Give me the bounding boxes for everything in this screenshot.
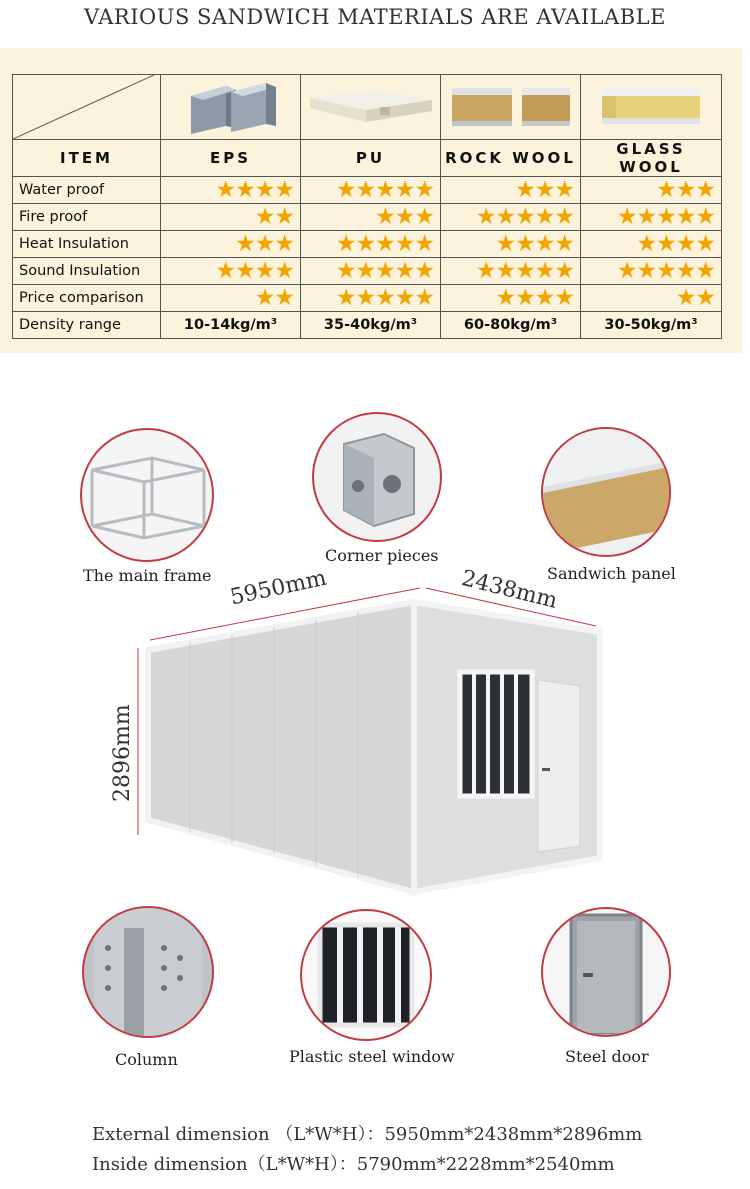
stars-rock-wool: ★★★★★ bbox=[441, 204, 581, 231]
width-dimension: 2438mm bbox=[458, 566, 560, 614]
glass-wool-panel-image bbox=[581, 75, 722, 140]
rating-row-label: Water proof bbox=[13, 177, 161, 204]
header-item: ITEM bbox=[13, 140, 161, 177]
eps-panel-image bbox=[161, 75, 301, 140]
height-dimension: 2896mm bbox=[110, 704, 135, 802]
stars-eps: ★★★★ bbox=[161, 258, 301, 285]
rock-wool-panel-image bbox=[441, 75, 581, 140]
page-title: VARIOUS SANDWICH MATERIALS ARE AVAILABLE bbox=[84, 5, 666, 29]
diagonal-line bbox=[13, 75, 154, 139]
stars-pu: ★★★ bbox=[301, 204, 441, 231]
column-caption: Column bbox=[115, 1050, 178, 1069]
stars-glass-wool: ★★★ bbox=[581, 177, 722, 204]
materials-comparison-panel bbox=[0, 48, 742, 353]
steel-door-image bbox=[541, 907, 671, 1037]
header-pu: PU bbox=[301, 140, 441, 177]
stars-glass-wool: ★★★★ bbox=[581, 231, 722, 258]
rating-row bbox=[13, 258, 722, 285]
materials-comparison-table bbox=[12, 74, 722, 339]
window-image bbox=[300, 909, 432, 1041]
external-dimension-spec: External dimension （L*W*H）：5950mm*2438mm*2896mm bbox=[92, 1124, 643, 1145]
container-house-image bbox=[130, 580, 610, 920]
steel-door-caption: Steel door bbox=[565, 1047, 649, 1066]
main-frame-caption: The main frame bbox=[83, 566, 212, 585]
header-glass-wool: GLASS WOOL bbox=[581, 140, 722, 177]
rating-row bbox=[13, 204, 722, 231]
stars-eps: ★★★ bbox=[161, 231, 301, 258]
stars-pu: ★★★★★ bbox=[301, 258, 441, 285]
stars-glass-wool: ★★★★★ bbox=[581, 258, 722, 285]
length-dimension: 5950mm bbox=[228, 565, 329, 611]
window-caption: Plastic steel window bbox=[289, 1047, 455, 1066]
corner-diagonal-cell bbox=[13, 75, 161, 140]
rating-row bbox=[13, 285, 722, 312]
density-glass-wool: 30-50kg/m³ bbox=[581, 312, 722, 339]
corner-pieces-caption: Corner pieces bbox=[325, 546, 439, 565]
stars-pu: ★★★★★ bbox=[301, 177, 441, 204]
rating-row bbox=[13, 177, 722, 204]
stars-glass-wool: ★★★★★ bbox=[581, 204, 722, 231]
stars-rock-wool: ★★★★ bbox=[441, 231, 581, 258]
stars-pu: ★★★★★ bbox=[301, 285, 441, 312]
density-rock-wool: 60-80kg/m³ bbox=[441, 312, 581, 339]
rating-rows bbox=[13, 177, 722, 312]
inside-dimension-spec: Inside dimension（L*W*H）：5790mm*2228mm*2540mm bbox=[92, 1154, 615, 1175]
density-pu: 35-40kg/m³ bbox=[301, 312, 441, 339]
sandwich-panel-image bbox=[541, 427, 671, 557]
stars-pu: ★★★★★ bbox=[301, 231, 441, 258]
stars-eps: ★★★★ bbox=[161, 177, 301, 204]
stars-eps: ★★ bbox=[161, 285, 301, 312]
stars-glass-wool: ★★ bbox=[581, 285, 722, 312]
corner-pieces-image bbox=[312, 412, 442, 542]
density-eps: 10-14kg/m³ bbox=[161, 312, 301, 339]
header-rock-wool: ROCK WOOL bbox=[441, 140, 581, 177]
stars-rock-wool: ★★★★ bbox=[441, 285, 581, 312]
pu-panel-image bbox=[301, 75, 441, 140]
sandwich-panel-caption: Sandwich panel bbox=[547, 564, 676, 583]
stars-rock-wool: ★★★ bbox=[441, 177, 581, 204]
stars-rock-wool: ★★★★★ bbox=[441, 258, 581, 285]
rating-row-label: Price comparison bbox=[13, 285, 161, 312]
main-frame-image bbox=[80, 428, 214, 562]
rating-row-label: Fire proof bbox=[13, 204, 161, 231]
rating-row bbox=[13, 231, 722, 258]
column-image bbox=[82, 906, 214, 1038]
rating-row-label: Heat Insulation bbox=[13, 231, 161, 258]
header-eps: EPS bbox=[161, 140, 301, 177]
density-label: Density range bbox=[13, 312, 161, 339]
rating-row-label: Sound Insulation bbox=[13, 258, 161, 285]
stars-eps: ★★ bbox=[161, 204, 301, 231]
